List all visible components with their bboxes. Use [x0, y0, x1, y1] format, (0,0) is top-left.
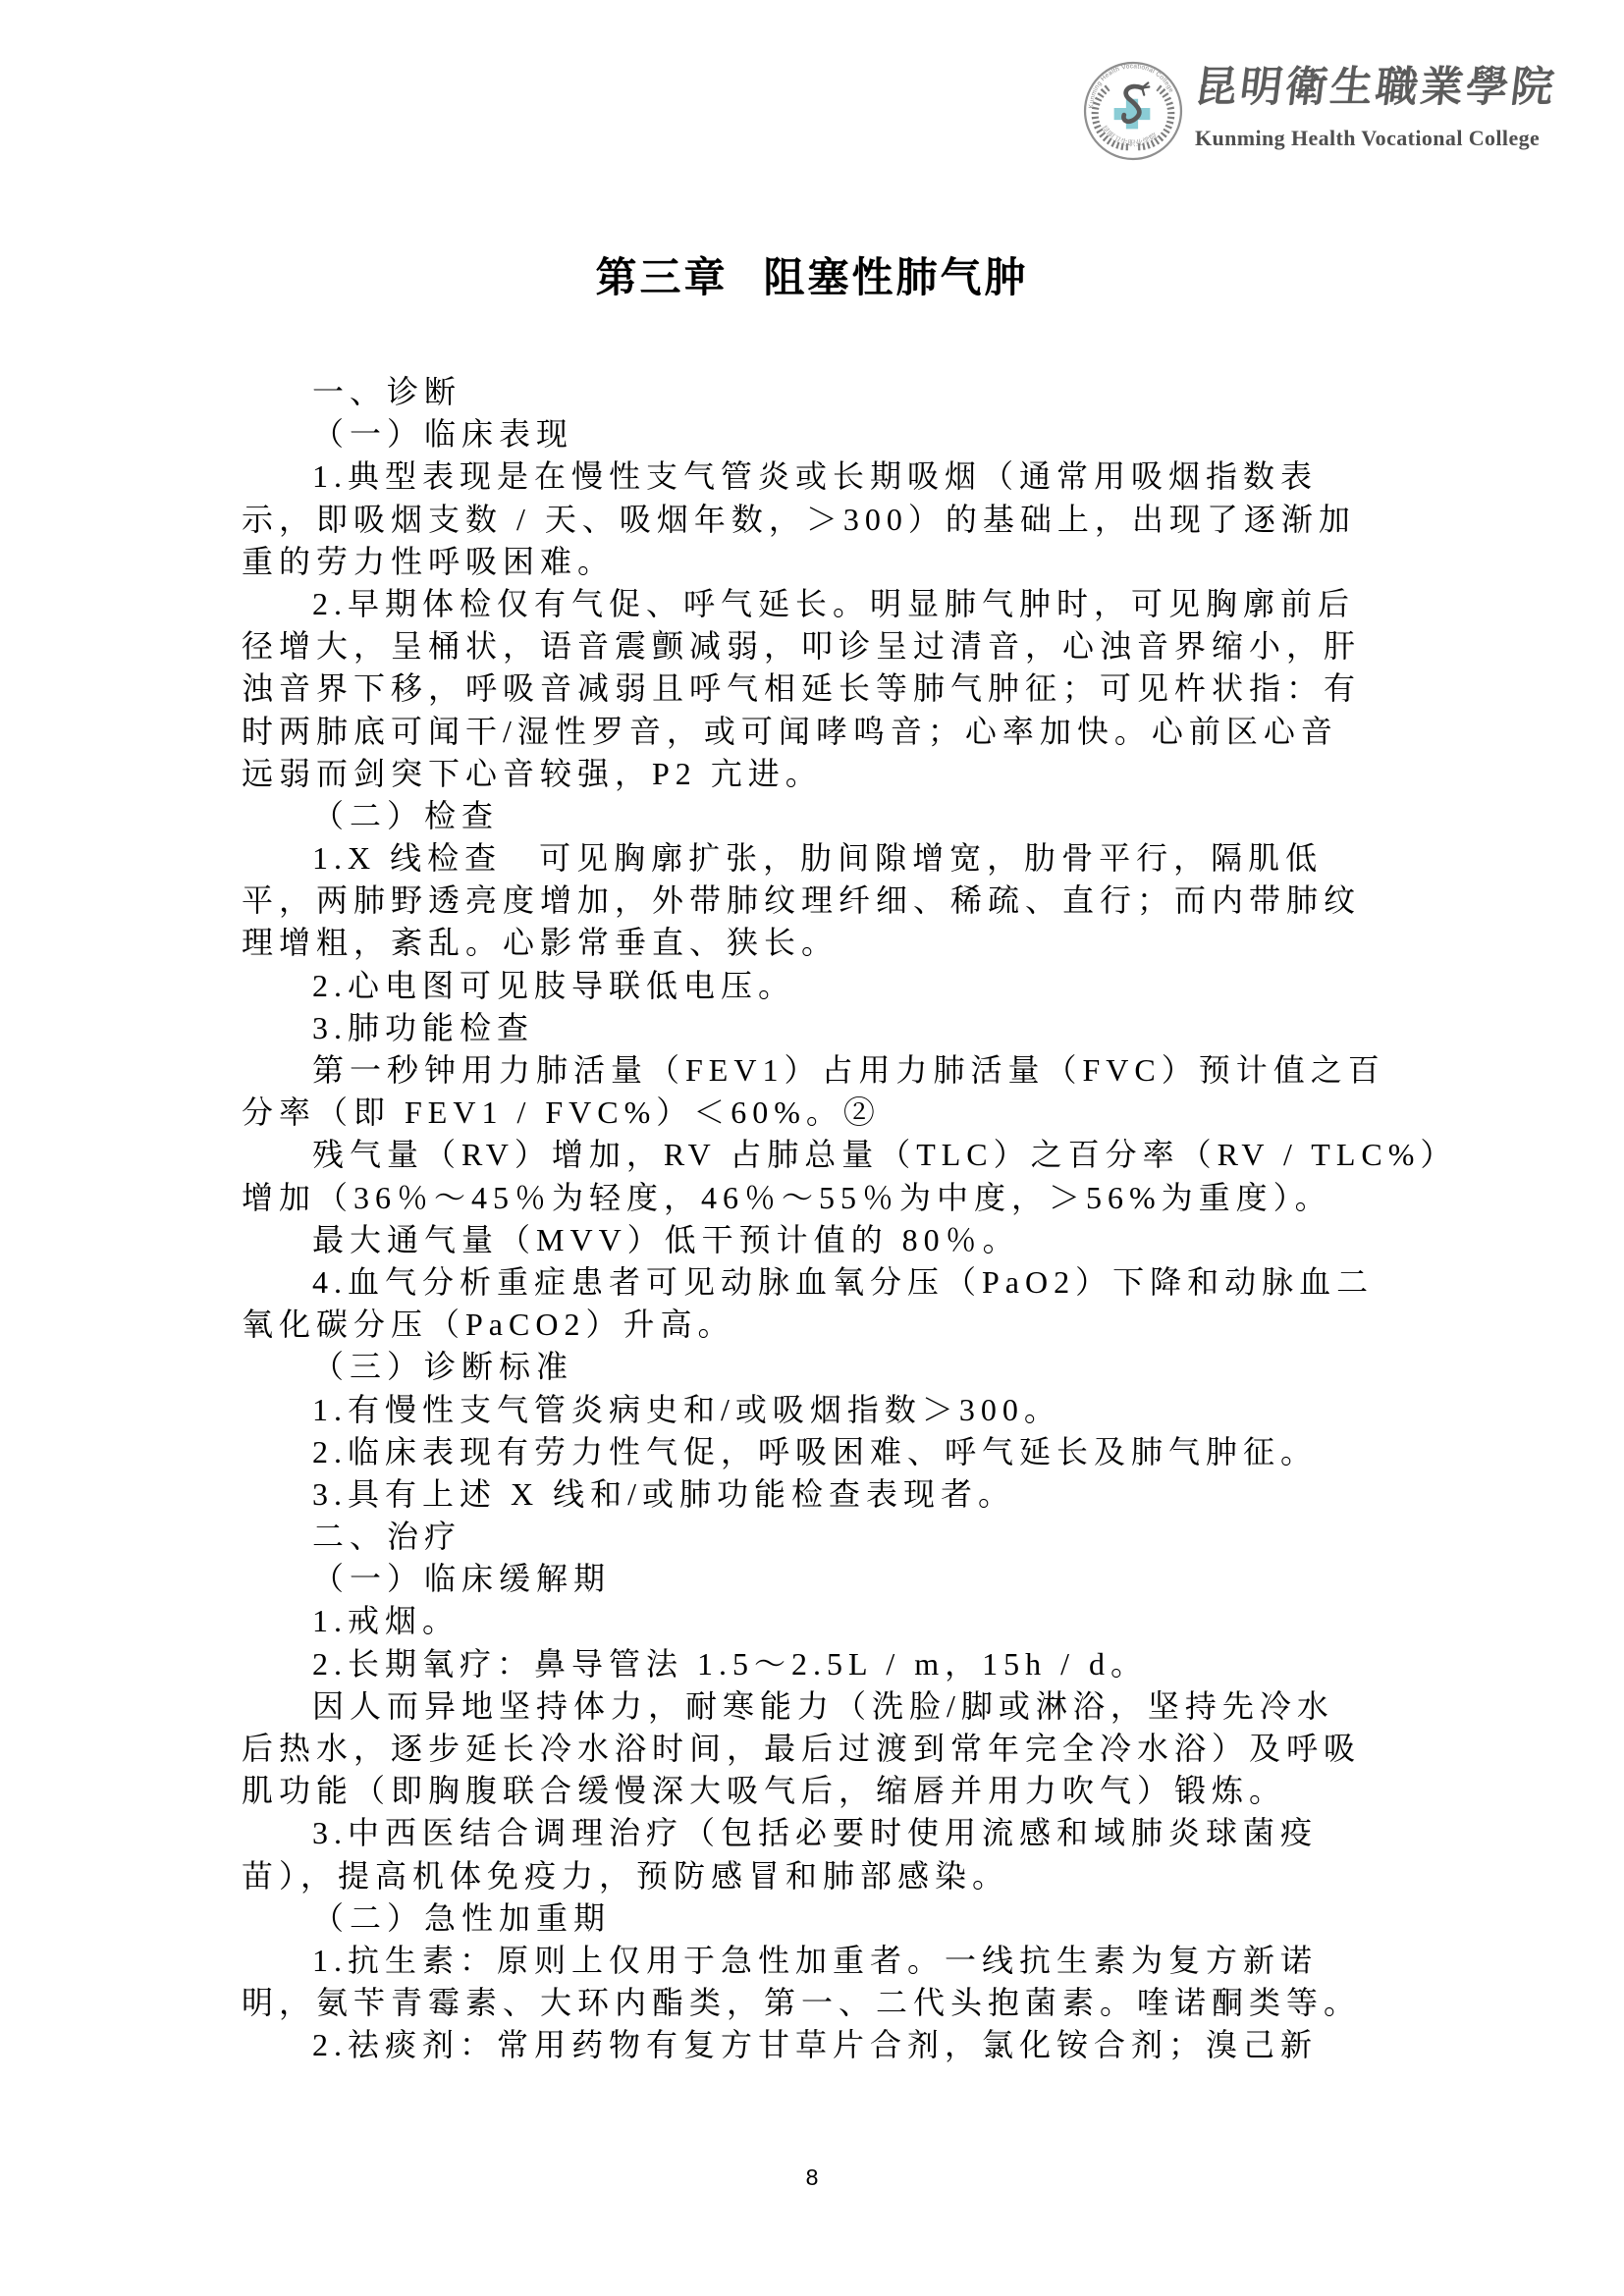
text-line: 明，氨苄青霉素、大环内酯类，第一、二代头抱菌素。喹诺酮类等。 — [242, 1985, 1362, 2021]
seal-ring-text: Kunming Health Vocational College — [1088, 63, 1175, 109]
document-body — [242, 371, 1459, 2067]
text-line: 2.早期体检仅有气促、呼气延长。明显肺气肿时，可见胸廓前后 — [312, 585, 1356, 621]
text-line: 示，即吸烟支数 / 天、吸烟年数，＞300）的基础上，出现了逐渐加 — [242, 501, 1356, 537]
text-line: 1.X 线检查 可见胸廓扩张，肋间隙增宽，肋骨平行，隔肌低 — [312, 840, 1324, 877]
page-number: 8 — [805, 2164, 819, 2190]
college-logo-block — [1075, 49, 1586, 177]
text-line: 3.肺功能检查 — [312, 1009, 535, 1045]
text-line: 2.心电图可见肢导联低电压。 — [312, 967, 796, 1003]
text-line: 残气量（RV）增加，RV 占肺总量（TLC）之百分率（RV / TLC%） — [312, 1137, 1458, 1173]
text-line: 2.临床表现有劳力性气促，呼吸困难、呼气延长及肺气肿征。 — [312, 1433, 1319, 1469]
text-line: 氧化碳分压（PaCO2）升高。 — [242, 1307, 735, 1343]
text-line: 最大通气量（MVV）低干预计值的 80％。 — [312, 1221, 1020, 1257]
text-line: 1.典型表现是在慢性支气管炎或长期吸烟（通常用吸烟指数表 — [312, 458, 1319, 495]
text-line: （一）临床缓解期 — [312, 1561, 612, 1597]
text-line: 4.血气分析重症患者可见动脉血氧分压（PaO2）下降和动脉血二 — [312, 1263, 1375, 1300]
text-line: 浊音界下移，呼吸音减弱且呼气相延长等肺气肿征；可见杵状指：有 — [242, 670, 1362, 707]
text-line: 时两肺底可闻干/湿性罗音，或可闻哮鸣音；心率加快。心前区心音 — [242, 713, 1338, 749]
college-seal-logo — [1083, 61, 1183, 161]
text-line: （三）诊断标准 — [312, 1349, 574, 1385]
chapter-title — [0, 253, 1624, 305]
college-name-calligraphy: 昆明衛生職業學院 — [1192, 65, 1559, 111]
text-line: 平，两肺野透亮度增加，外带肺纹理纤细、稀疏、直行；而内带肺纹 — [242, 882, 1362, 919]
text-line: 因人而异地坚持体力，耐寒能力（洗脸/脚或淋浴，坚持先冷水 — [312, 1687, 1334, 1724]
text-line: 第一秒钟用力肺活量（FEV1）占用力肺活量（FVC）预计值之百 — [312, 1052, 1385, 1088]
seal-bottom-text: 昆明卫生职业学院 — [1099, 123, 1160, 148]
text-line: 二、治疗 — [312, 1519, 462, 1555]
college-name-english: Kunming Health Vocational College — [1195, 126, 1541, 150]
text-line: （二）急性加重期 — [312, 1899, 612, 1936]
text-line: 后热水，逐步延长冷水浴时间，最后过渡到常年完全冷水浴）及呼吸 — [242, 1731, 1362, 1766]
text-line: 苗），提高机体免疫力，预防感冒和肺部感染。 — [242, 1857, 1010, 1894]
text-line: 1.抗生素：原则上仅用于急性加重者。一线抗生素为复方新诺 — [312, 1942, 1319, 1978]
chapter-number: 第三章 — [595, 256, 729, 301]
text-line: 远弱而剑突下心音较强，P2 亢进。 — [242, 755, 823, 791]
text-line: 2.长期氧疗：鼻导管法 1.5～2.5L / m，15h / d。 — [312, 1645, 1149, 1682]
text-line: 理增粗，紊乱。心影常垂直、狭长。 — [242, 925, 839, 961]
text-line: 增加（36％～45％为轻度，46％～55％为中度，＞56%为重度）。 — [242, 1179, 1332, 1215]
text-line: （二）检查 — [312, 797, 500, 833]
text-line: 3.中西医结合调理治疗（包括必要时使用流感和域肺炎球菌疫 — [312, 1815, 1319, 1851]
text-line: 径增大，呈桶状，语音震颤减弱，叩诊呈过清音，心浊音界缩小，肝 — [242, 628, 1362, 665]
text-line: 肌功能（即胸腹联合缓慢深大吸气后，缩唇并用力吹气）锻炼。 — [242, 1773, 1287, 1809]
text-line: 1.戒烟。 — [312, 1603, 460, 1639]
text-line: 3.具有上述 X 线和/或肺功能检查表现者。 — [312, 1475, 1016, 1512]
text-line: 2.祛痰剂：常用药物有复方甘草片合剂，氯化铵合剂；溴己新 — [312, 2027, 1319, 2063]
text-line: （一）临床表现 — [312, 416, 574, 453]
text-line: 一、诊断 — [312, 374, 462, 409]
text-line: 重的劳力性呼吸困难。 — [242, 543, 616, 579]
chapter-subject: 阻塞性肺气肿 — [763, 256, 1029, 301]
text-line: 分率（即 FEV1 / FVC%）＜60%。② — [242, 1095, 881, 1131]
text-line: 1.有慢性支气管炎病史和/或吸烟指数＞300。 — [312, 1391, 1061, 1427]
